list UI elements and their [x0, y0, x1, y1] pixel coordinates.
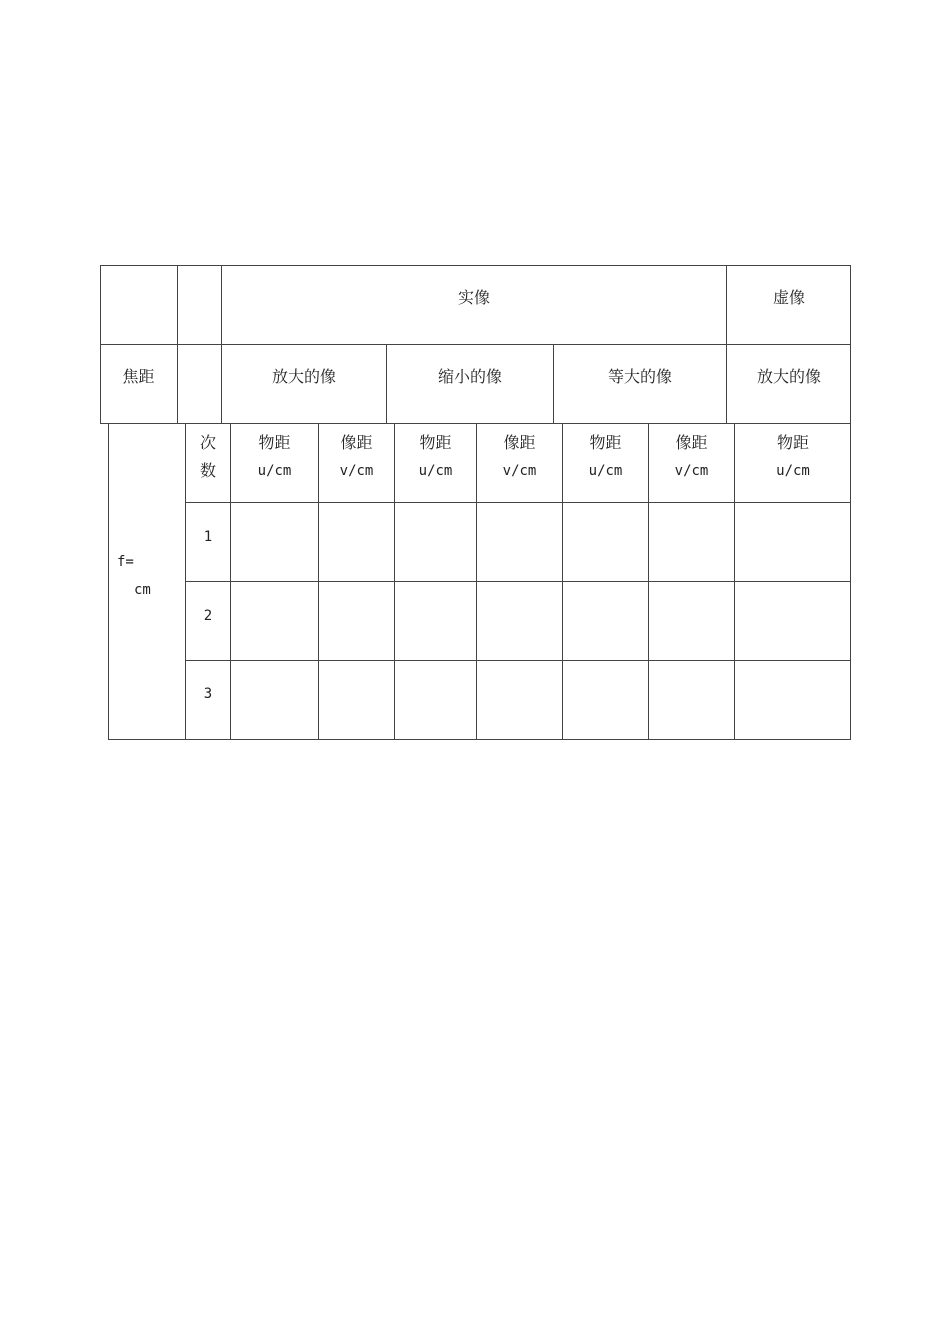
header-col-divider: [177, 265, 178, 424]
object-distance-header: 物距: [258, 433, 291, 452]
image-distance-unit: v/cm: [339, 463, 374, 479]
focal-length-header: 焦距: [122, 367, 155, 386]
data-row-divider: [185, 502, 851, 503]
row-number: 2: [203, 608, 213, 624]
real-image-header: 实像: [457, 288, 490, 307]
virtual-image-header: 虚像: [772, 288, 805, 307]
reduced-image-header: 缩小的像: [437, 367, 502, 386]
object-distance-unit: u/cm: [257, 463, 292, 479]
row-number: 1: [203, 529, 213, 545]
focal-length-unit: cm: [134, 582, 151, 598]
equal-image-header: 等大的像: [607, 367, 672, 386]
data-row-divider: [185, 581, 851, 582]
times-header: 数: [199, 461, 216, 480]
object-distance-header: 物距: [419, 433, 452, 452]
enlarged-image-header: 放大的像: [271, 367, 336, 386]
virtual-enlarged-header: 放大的像: [756, 367, 821, 386]
image-distance-header: 像距: [675, 433, 708, 452]
object-distance-unit: u/cm: [418, 463, 453, 479]
focal-length-label: f=: [117, 554, 134, 570]
object-distance-unit: u/cm: [776, 463, 810, 479]
object-distance-header: 物距: [776, 433, 809, 452]
header-row-divider: [222, 344, 851, 345]
image-distance-unit: v/cm: [674, 463, 709, 479]
image-distance-unit: v/cm: [502, 463, 537, 479]
times-header: 次: [199, 433, 216, 452]
data-row-divider: [185, 660, 851, 661]
object-distance-header: 物距: [589, 433, 622, 452]
image-distance-header: 像距: [340, 433, 373, 452]
row-number: 3: [203, 686, 213, 702]
header-row-divider-left: [100, 344, 222, 345]
object-distance-unit: u/cm: [588, 463, 623, 479]
image-distance-header: 像距: [503, 433, 536, 452]
